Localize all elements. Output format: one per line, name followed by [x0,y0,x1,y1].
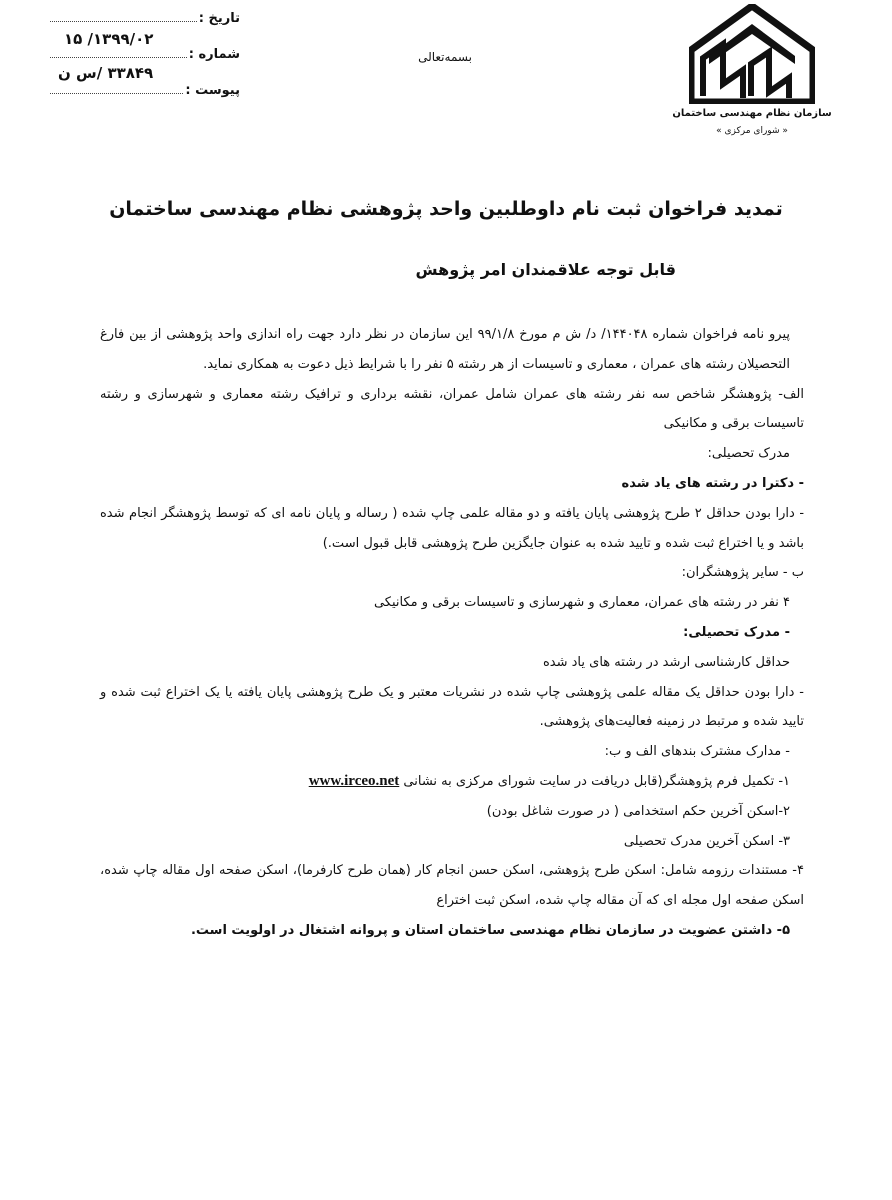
attachment-label: پیوست : [185,83,240,98]
section-b-heading: ب - سایر پژوهشگران: [681,565,804,581]
common-item-4: ۴- مستندات رزومه شامل: اسکن طرح پژوهشی، اسکن حسن انجام کار (همان طرح کارفرما)، اسکن صفحه اول مقاله چاپ شده، اسکن صفحه اول مجله ای که آن مقاله چاپ شده، اسکن ثبت اختراع [100,863,804,909]
section-a-docs-item-2: - دارا بودن حداقل ۲ طرح پژوهشی پایان یافته و دو مقاله علمی چاپ شده ( رساله و پایان نامه ای که توسط پژوهشگر انجام شده باشد و یا اختراع ثبت شده و تایید شده به عنوان جایگزین طرح پژوهشی قابل قبول است.) [100,505,805,551]
organization-subtitle: « شورای مرکزی » [716,126,788,136]
common-item-1-text: ۱- تکمیل فرم پژوهشگر(قابل دریافت در سایت شورای مرکزی به نشانی [403,773,790,789]
section-b-docs-item-2: - دارا بودن حداقل یک مقاله علمی پژوهشی چاپ شده در نشریات معتبر و یک طرح پژوهشی پایان یافته یا یک اختراع ثبت شده و تایید شده و مرتبط در زمینه فعالیت‌های پژوهشی. [100,684,804,730]
attachment-dotted-line [50,80,183,94]
document-body [100,320,804,946]
section-b-docs-label: - مدرک تحصیلی: [683,624,790,640]
bismillah-heading: بسمه‌تعالی [418,50,472,64]
document-subtitle: قابل توجه علاقمندان امر پژوهش [415,260,676,279]
document-title: تمدید فراخوان ثبت نام داوطلبین واحد پژوهشی نظام مهندسی ساختمان [109,198,783,220]
irceo-website-link[interactable]: www.irceo.net [308,772,400,789]
common-item-1 [100,767,804,797]
organization-logo [672,4,832,144]
section-a-docs-item-1: - دکترا در رشته های یاد شده [621,475,804,491]
common-docs-label: - مدارک مشترک بندهای الف و ب: [604,744,790,760]
section-a-paragraph: الف- پژوهشگر شاخص سه نفر رشته های عمران شامل عمران، نقشه برداری و ترافیک رشته معماری و شهرسازی و رشته تاسیسات برقی و مکانیکی [100,386,804,432]
common-item-3: ۳- اسکن آخرین مدرک تحصیلی [623,833,790,849]
attachment-row [50,80,240,102]
common-item-2: ۲-اسکن آخرین حکم استخدامی ( در صورت شاغل بودن) [486,803,790,819]
intro-paragraph: پیرو نامه فراخوان شماره ۱۴۴۰۴۸/ د/ ش م مورخ ۹۹/۱/۸ این سازمان در نظر دارد جهت راه اندازی واحد پژوهشی از بین فارغ التحصیلان رشته های عمران ، معماری و تاسیسات از هر رشته ۵ نفر را با شرایط ذیل دعوت به همکاری نماید. [100,327,790,372]
date-dotted-line [50,8,197,22]
date-value: ۱۳۹۹/۰۲/ ۱۵ [64,30,154,48]
section-a-docs-label: مدرک تحصیلی: [707,446,790,462]
building-logo-icon [689,4,815,104]
number-value: ۳۳۸۴۹ /س ن [58,64,154,82]
section-b-docs-item-1: حداقل کارشناسی ارشد در رشته های یاد شده [542,654,790,670]
date-row [50,8,240,30]
letter-meta [50,8,240,102]
date-label: تاریخ : [198,11,240,26]
number-label: شماره : [188,47,240,62]
common-item-5: ۵- داشتن عضویت در سازمان نظام مهندسی ساختمان استان و پروانه اشتغال در اولویت است. [190,922,790,938]
organization-name: سازمان نظام مهندسی ساختمان [672,108,832,119]
section-b-line-1: ۴ نفر در رشته های عمران، معماری و شهرسازی و تاسیسات برقی و مکانیکی [373,595,790,611]
